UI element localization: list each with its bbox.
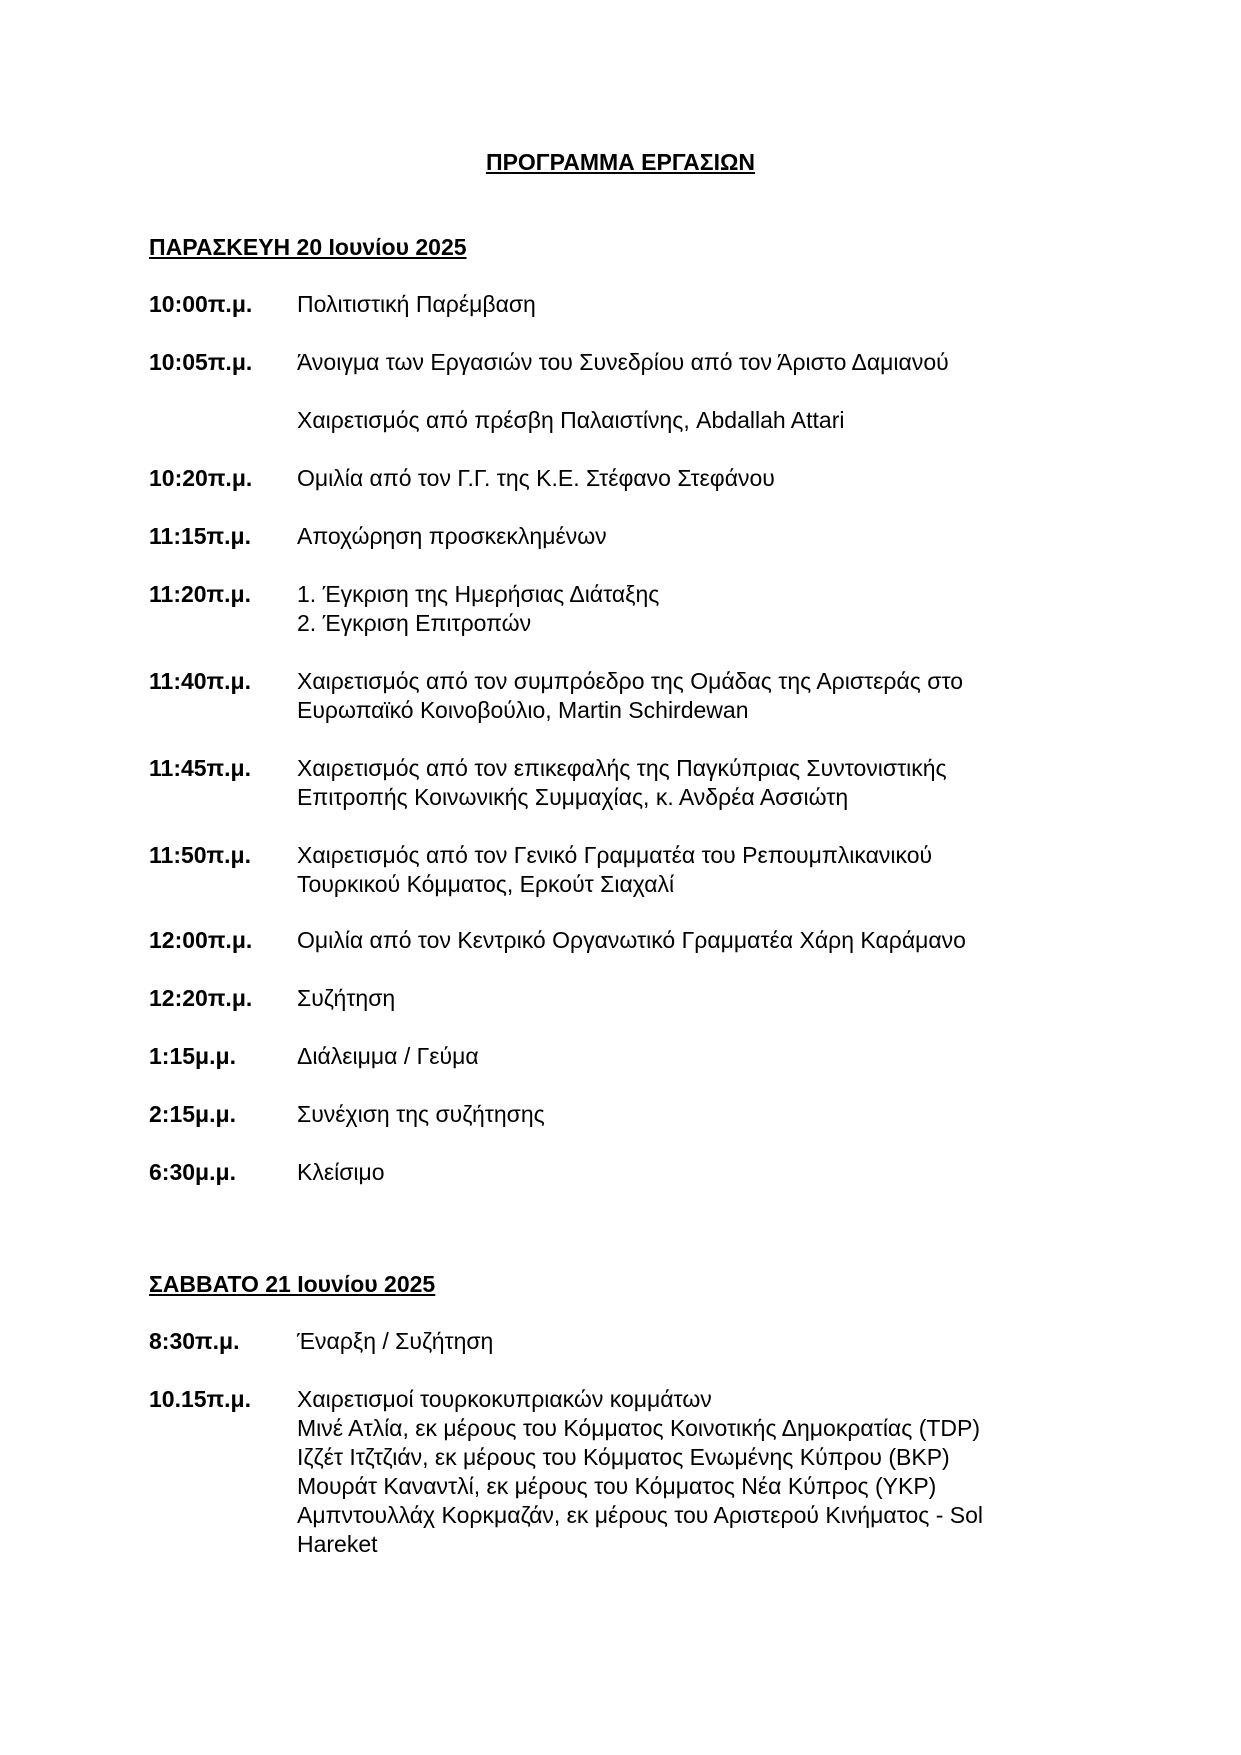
entry-line: Διάλειμμα / Γεύμα — [297, 1043, 479, 1069]
entry-time: 2:15μ.μ. — [149, 1101, 236, 1127]
entry-line: Χαιρετισμός από τον Γενικό Γραμματέα του Ρεπουμπλικανικού — [297, 842, 933, 868]
entry-time: 10.15π.μ. — [149, 1386, 252, 1412]
entry-time: 11:50π.μ. — [149, 842, 252, 868]
entry-line: Χαιρετισμοί τουρκοκυπριακών κομμάτων — [297, 1386, 712, 1412]
entry-description — [297, 1100, 1097, 1129]
entry-line: Κλείσιμο — [297, 1159, 385, 1185]
entry-time: 12:00π.μ. — [149, 927, 253, 953]
entry-line: Μινέ Ατλία, εκ μέρους του Κόμματος Κοινοτικής Δημοκρατίας (TDP) — [297, 1415, 981, 1441]
entry-description — [297, 984, 1097, 1013]
entry-time: 11:45π.μ. — [149, 755, 252, 781]
entry-line: Τουρκικού Κόμματος, Ερκούτ Σιαχαλί — [297, 871, 675, 897]
entry-description — [297, 926, 1097, 955]
entry-line: Hareket — [297, 1531, 378, 1557]
entry-description — [297, 464, 1097, 493]
entry-description — [297, 1158, 1097, 1187]
entry-description — [297, 1042, 1097, 1071]
entry-line: 1. Έγκριση της Ημερήσιας Διάταξης — [297, 581, 660, 607]
entry-time: 11:15π.μ. — [149, 523, 252, 549]
entry-line: Αμπντουλλάχ Κορκμαζάν, εκ μέρους του Αριστερού Κινήματος - Sol — [297, 1502, 984, 1528]
entry-time: 6:30μ.μ. — [149, 1159, 236, 1185]
entry-description — [297, 1327, 1097, 1356]
entry-line: Πολιτιστική Παρέμβαση — [297, 291, 536, 317]
entry-line: Συνέχιση της συζήτησης — [297, 1101, 545, 1127]
entry-line: Συζήτηση — [297, 985, 396, 1011]
day-heading-friday: ΠΑΡΑΣΚΕΥΗ 20 Ιουνίου 2025 — [149, 234, 467, 260]
document-title: ΠΡΟΓΡΑΜΜΑ ΕΡΓΑΣΙΩΝ — [485, 149, 756, 175]
entry-time: 1:15μ.μ. — [149, 1043, 236, 1069]
entry-line: Χαιρετισμός από τον συμπρόεδρο της Ομάδας της Αριστεράς στο — [297, 668, 963, 694]
entry-description — [297, 1385, 1097, 1559]
entry-description — [297, 348, 1097, 377]
entry-line: Ευρωπαϊκό Κοινοβούλιο, Martin Schirdewan — [297, 697, 749, 723]
entry-description — [297, 290, 1097, 319]
entry-line: Χαιρετισμός από πρέσβη Παλαιστίνης, Abdallah Attari — [297, 407, 845, 433]
entry-description — [297, 522, 1097, 551]
entry-time: 10:00π.μ. — [149, 291, 253, 317]
entry-line: Μουράτ Καναντλί, εκ μέρους του Κόμματος Νέα Κύπρος (YKP) — [297, 1473, 937, 1499]
day-heading-saturday: ΣΑΒΒΑΤΟ 21 Ιουνίου 2025 — [149, 1271, 436, 1297]
entry-time: 8:30π.μ. — [149, 1328, 240, 1354]
entry-line: 2. Έγκριση Επιτροπών — [297, 610, 532, 636]
entry-time: 10:20π.μ. — [149, 465, 253, 491]
entry-time: 11:40π.μ. — [149, 668, 252, 694]
entry-line: Χαιρετισμός από τον επικεφαλής της Παγκύπριας Συντονιστικής — [297, 755, 947, 781]
entry-description — [297, 841, 1097, 899]
entry-line: Ομιλία από τον Κεντρικό Οργανωτικό Γραμματέα Χάρη Καράμανο — [297, 927, 966, 953]
entry-line: Έναρξη / Συζήτηση — [297, 1328, 494, 1354]
entry-description — [297, 580, 1097, 638]
entry-line: Ομιλία από τον Γ.Γ. της Κ.Ε. Στέφανο Στεφάνου — [297, 465, 775, 491]
entry-line: Αποχώρηση προσκεκλημένων — [297, 523, 607, 549]
entry-time: 10:05π.μ. — [149, 349, 253, 375]
entry-line: Ιζζέτ Ιτζτζιάν, εκ μέρους του Κόμματος Ενωμένης Κύπρου (BKP) — [297, 1444, 950, 1470]
entry-time: 12:20π.μ. — [149, 985, 253, 1011]
entry-description — [297, 406, 1097, 435]
entry-line: Άνοιγμα των Εργασιών του Συνεδρίου από τον Άριστο Δαμιανού — [297, 349, 949, 375]
entry-line: Επιτροπής Κοινωνικής Συμμαχίας, κ. Ανδρέα Ασσιώτη — [297, 784, 849, 810]
entry-description — [297, 667, 1097, 725]
entry-time: 11:20π.μ. — [149, 581, 252, 607]
entry-description — [297, 754, 1097, 812]
